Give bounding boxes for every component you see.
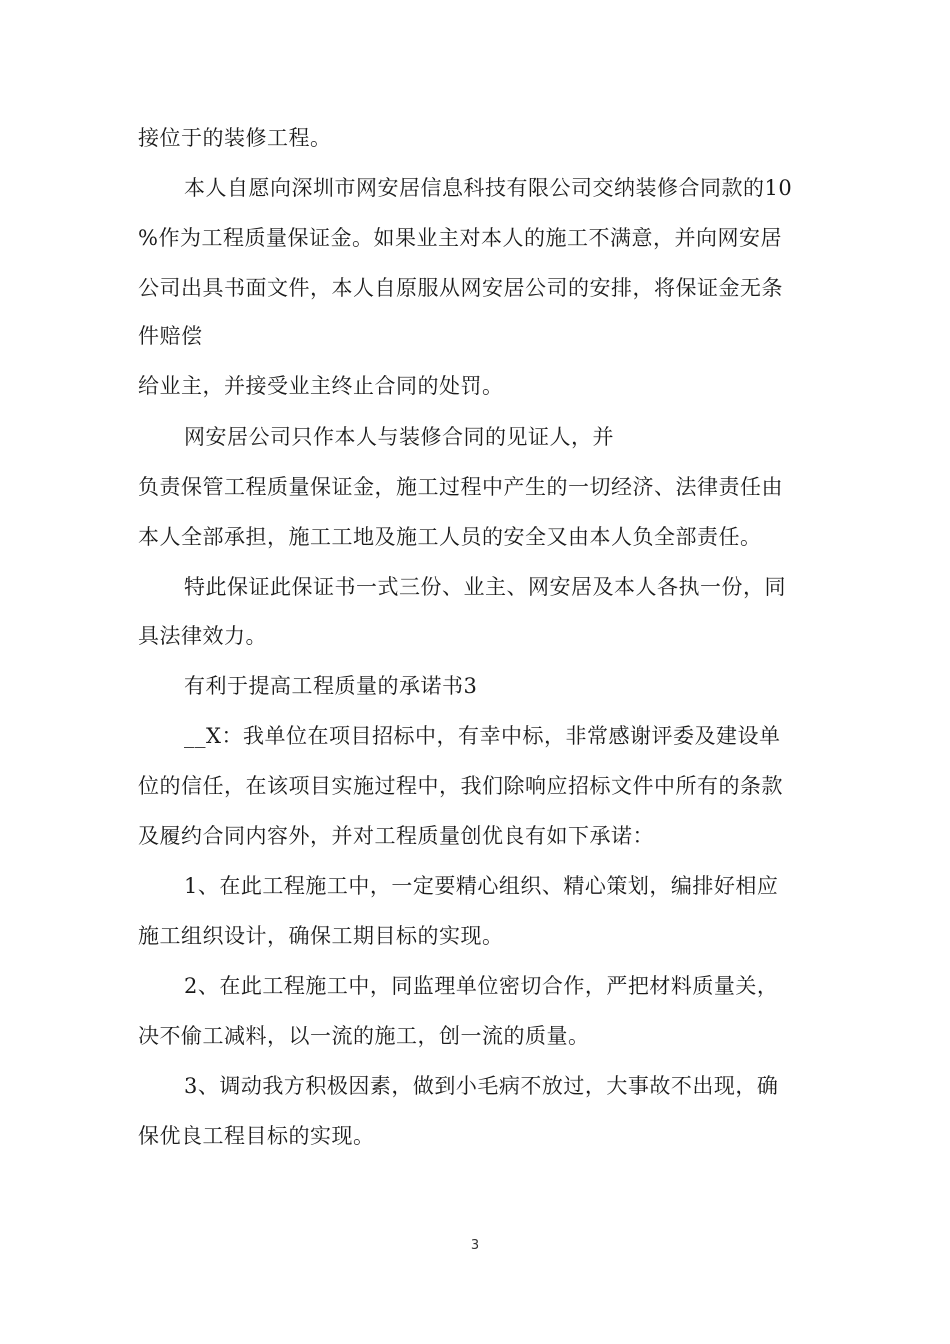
text-line: 件赔偿	[138, 324, 203, 348]
text-line: 具法律效力。	[138, 624, 267, 648]
text-line: 及履约合同内容外，并对工程质量创优良有如下承诺：	[138, 824, 654, 848]
text-line: 本人全部承担，施工工地及施工人员的安全又由本人负全部责任。	[138, 525, 762, 549]
text-line: 1、在此工程施工中，一定要精心组织、精心策划，编排好相应	[184, 874, 779, 898]
text-line: 网安居公司只作本人与装修合同的见证人，并	[184, 425, 614, 449]
text-line: 3、调动我方积极因素，做到小毛病不放过，大事故不出现，确	[184, 1074, 779, 1098]
section-heading: 有利于提高工程质量的承诺书3	[184, 674, 478, 698]
text-line: __X：我单位在项目招标中，有幸中标，非常感谢评委及建设单	[184, 724, 781, 748]
text-line: 决不偷工减料，以一流的施工，创一流的质量。	[138, 1024, 590, 1048]
text-line: 本人自愿向深圳市网安居信息科技有限公司交纳装修合同款的10	[184, 176, 793, 200]
text-line: 接位于的装修工程。	[138, 126, 332, 150]
text-line: %作为工程质量保证金。如果业主对本人的施工不满意，并向网安居	[138, 226, 782, 250]
text-line: 给业主，并接受业主终止合同的处罚。	[138, 374, 504, 398]
page-number: 3	[470, 1238, 480, 1253]
text-line: 2、在此工程施工中，同监理单位密切合作，严把材料质量关，	[184, 974, 779, 998]
text-line: 负责保管工程质量保证金，施工过程中产生的一切经济、法律责任由	[138, 475, 783, 499]
text-line: 特此保证此保证书一式三份、业主、网安居及本人各执一份，同	[184, 575, 786, 599]
text-line: 保优良工程目标的实现。	[138, 1124, 375, 1148]
text-line: 施工组织设计，确保工期目标的实现。	[138, 924, 504, 948]
text-line: 公司出具书面文件，本人自原服从网安居公司的安排，将保证金无条	[138, 276, 783, 300]
text-line: 位的信任，在该项目实施过程中，我们除响应招标文件中所有的条款	[138, 774, 783, 798]
